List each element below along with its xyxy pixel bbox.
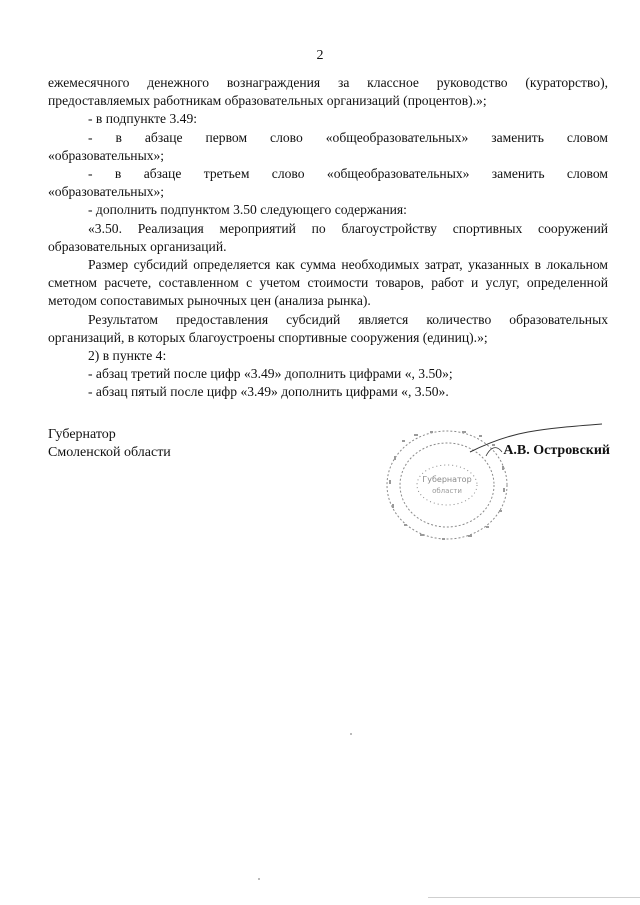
scan-artifact-dot [350, 733, 352, 735]
paragraph-4: «образовательных»; [48, 147, 165, 163]
signature-block [48, 426, 610, 546]
document-body [48, 74, 608, 402]
paragraph-12: - абзац третий после цифр «3.49» дополнить цифрами «, 3.50»; [88, 366, 453, 382]
signer-name: А.В. Островский [503, 443, 610, 458]
paragraph-8: «3.50. Реализация мероприятий по благоустройству спортивных сооружений образовательных организаций. [48, 220, 608, 254]
stamp-text-2: области [432, 487, 462, 495]
page-number: 2 [316, 48, 324, 63]
paragraph-9: Размер субсидий определяется как сумма необходимых затрат, указанных в локальном сметном расчете, составленном с учетом стоимости товаров, работ и услуг, определенной методом сопоставимых рыночных цен (анализа рынка). [48, 257, 608, 309]
paragraph-5: - в абзаце третьем слово «общеобразовательных» заменить словом [88, 166, 608, 182]
paragraph-2: - в подпункте 3.49: [88, 111, 198, 127]
scan-artifact-dot [258, 878, 260, 880]
signer-region: Смоленской области [48, 445, 171, 460]
paragraph-13: - абзац пятый после цифр «3.49» дополнить цифрами «, 3.50». [88, 384, 449, 400]
paragraph-11: 2) в пункте 4: [88, 348, 167, 364]
paragraph-10: Результатом предоставления субсидий является количество образовательных организаций, в которых благоустроены спортивные сооружения (единиц).»; [48, 311, 608, 345]
stamp-text-1: Губернатор [422, 475, 472, 484]
paragraph-7: - дополнить подпунктом 3.50 следующего содержания: [88, 202, 407, 218]
paragraph-1: ежемесячного денежного вознаграждения за классное руководство (кураторство), предоставляемых работникам образовательных организаций (процентов).»; [48, 75, 608, 109]
paragraph-3: - в абзаце первом слово «общеобразовательных» заменить словом [88, 129, 608, 145]
paragraph-6: «образовательных»; [48, 184, 165, 200]
scan-artifact-line [428, 897, 640, 898]
signer-title: Губернатор [48, 427, 116, 442]
